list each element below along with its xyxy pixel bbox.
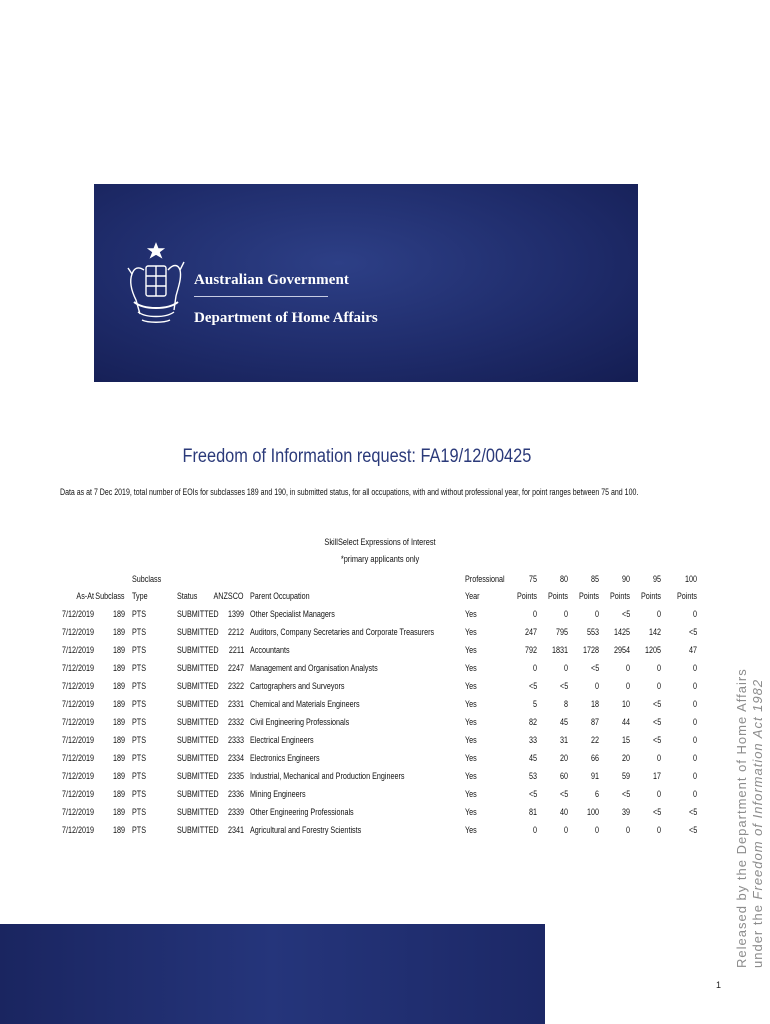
table-cell: 189: [112, 753, 125, 763]
table-cell: 0: [563, 663, 568, 673]
table-cell: Yes: [465, 771, 477, 781]
table-cell: 1205: [644, 645, 661, 655]
table-cell: 10: [621, 699, 630, 709]
header-points-label: Points: [547, 591, 568, 601]
table-cell: 7/12/2019: [61, 735, 94, 745]
table-cell: 0: [692, 663, 697, 673]
table-cell: 44: [621, 717, 630, 727]
coat-of-arms-icon: [124, 240, 188, 330]
banner-department-name: Department of Home Affairs: [194, 310, 378, 326]
table-cell: Yes: [465, 681, 477, 691]
page-title: Freedom of Information request: FA19/12/00425: [182, 446, 532, 467]
table-cell: SUBMITTED: [177, 825, 219, 835]
table-cell: 0: [532, 825, 537, 835]
table-cell: SUBMITTED: [177, 681, 219, 691]
table-cell: 2333: [227, 735, 244, 745]
table-cell: 0: [692, 717, 697, 727]
table-cell: 7/12/2019: [61, 825, 94, 835]
table-cell: 189: [112, 735, 125, 745]
header-points-90: 90: [621, 574, 630, 584]
table-cell: 189: [112, 699, 125, 709]
table-cell: Mining Engineers: [250, 789, 306, 799]
table-cell: 82: [528, 717, 537, 727]
table-cell: Civil Engineering Professionals: [250, 717, 350, 727]
table-cell: 1399: [227, 609, 244, 619]
table-cell: PTS: [132, 609, 147, 619]
table-cell: 47: [688, 645, 697, 655]
table-cell: 33: [528, 735, 537, 745]
table-cell: 7/12/2019: [61, 771, 94, 781]
data-description: Data as at 7 Dec 2019, total number of EOIs for subclasses 189 and 190, in submitted status, for all occupations, with and without professional year, for point ranges between 75 and 100.: [60, 487, 639, 497]
table-cell: 792: [524, 645, 537, 655]
table-cell: Other Specialist Managers: [250, 609, 335, 619]
table-cell: SUBMITTED: [177, 735, 219, 745]
table-cell: 0: [563, 825, 568, 835]
table-cell: 2339: [227, 807, 244, 817]
table-cell: SUBMITTED: [177, 609, 219, 619]
table-cell: SUBMITTED: [177, 663, 219, 673]
table-cell: 2341: [227, 825, 244, 835]
table-cell: 0: [625, 825, 630, 835]
table-cell: 1831: [551, 645, 568, 655]
table-cell: <5: [621, 789, 630, 799]
table-cell: 7/12/2019: [61, 753, 94, 763]
table-cell: 39: [621, 807, 630, 817]
footer-band: [0, 924, 545, 1024]
table-cell: SUBMITTED: [177, 645, 219, 655]
table-cell: SUBMITTED: [177, 717, 219, 727]
table-cell: 189: [112, 789, 125, 799]
header-points-85: 85: [590, 574, 599, 584]
header-banner: [94, 184, 638, 382]
table-cell: Yes: [465, 717, 477, 727]
release-watermark: [734, 668, 766, 968]
table-cell: 8: [563, 699, 568, 709]
table-cell: PTS: [132, 645, 147, 655]
table-cell: 0: [656, 753, 661, 763]
header-points-label: Points: [640, 591, 661, 601]
table-cell: 66: [590, 753, 599, 763]
table-cell: 0: [692, 735, 697, 745]
table-cell: Industrial, Mechanical and Production Engineers: [250, 771, 405, 781]
table-cell: 0: [594, 825, 599, 835]
table-cell: 6: [594, 789, 599, 799]
table-cell: 91: [590, 771, 599, 781]
table-cell: SUBMITTED: [177, 627, 219, 637]
table-cell: 7/12/2019: [61, 645, 94, 655]
table-cell: PTS: [132, 663, 147, 673]
table-cell: 247: [524, 627, 537, 637]
table-cell: PTS: [132, 753, 147, 763]
table-cell: <5: [652, 735, 661, 745]
table-cell: PTS: [132, 681, 147, 691]
table-cell: 7/12/2019: [61, 609, 94, 619]
table-cell: Chemical and Materials Engineers: [250, 699, 360, 709]
header-status: Status: [177, 591, 198, 601]
table-cell: PTS: [132, 735, 147, 745]
table-cell: 40: [559, 807, 568, 817]
table-cell: 7/12/2019: [61, 699, 94, 709]
table-cell: 7/12/2019: [61, 807, 94, 817]
table-cell: Yes: [465, 663, 477, 673]
table-cell: <5: [652, 807, 661, 817]
table-cell: 87: [590, 717, 599, 727]
table-cell: 189: [112, 681, 125, 691]
header-points-100: 100: [684, 574, 697, 584]
table-cell: Management and Organisation Analysts: [250, 663, 378, 673]
table-cell: Yes: [465, 627, 477, 637]
table-cell: 0: [625, 663, 630, 673]
table-cell: 20: [559, 753, 568, 763]
table-cell: Cartographers and Surveyors: [250, 681, 345, 691]
banner-government-name: Australian Government: [194, 272, 350, 288]
header-subclass-type: Subclass: [132, 574, 162, 584]
table-cell: Accountants: [250, 645, 290, 655]
table-cell: <5: [688, 825, 697, 835]
header-subclass: Subclass: [95, 591, 125, 601]
watermark-line1: Released by the Department of Home Affairs: [734, 668, 749, 968]
table-cell: 0: [656, 609, 661, 619]
table-cell: 31: [559, 735, 568, 745]
table-cell: Yes: [465, 699, 477, 709]
table-cell: 2334: [227, 753, 244, 763]
table-cell: 0: [692, 789, 697, 799]
table-cell: 60: [559, 771, 568, 781]
table-cell: 2336: [227, 789, 244, 799]
table-cell: 2332: [227, 717, 244, 727]
table-cell: 53: [528, 771, 537, 781]
table-cell: <5: [559, 681, 568, 691]
table-cell: 45: [559, 717, 568, 727]
table-cell: 189: [112, 663, 125, 673]
header-points-label: Points: [609, 591, 630, 601]
table-cell: 0: [594, 681, 599, 691]
table-cell: <5: [688, 807, 697, 817]
table-cell: <5: [652, 717, 661, 727]
header-as-at: As-At: [76, 591, 94, 601]
table-cell: 7/12/2019: [61, 789, 94, 799]
table-cell: PTS: [132, 771, 147, 781]
table-cell: 189: [112, 717, 125, 727]
table-cell: Electrical Engineers: [250, 735, 314, 745]
header-professional-year-2: Year: [465, 591, 480, 601]
table-cell: 2331: [227, 699, 244, 709]
table-cell: SUBMITTED: [177, 807, 219, 817]
table-cell: 0: [656, 825, 661, 835]
table-cell: PTS: [132, 807, 147, 817]
table-cell: SUBMITTED: [177, 753, 219, 763]
table-cell: 0: [692, 681, 697, 691]
table-cell: <5: [528, 789, 537, 799]
header-points-75: 75: [528, 574, 537, 584]
table-cell: 100: [586, 807, 599, 817]
table-cell: PTS: [132, 825, 147, 835]
table-cell: 2954: [613, 645, 630, 655]
table-cell: 81: [528, 807, 537, 817]
table-cell: 0: [532, 663, 537, 673]
header-parent-occupation: Parent Occupation: [250, 591, 310, 601]
table-cell: 7/12/2019: [61, 663, 94, 673]
header-anzsco: ANZSCO: [213, 591, 244, 601]
table-cell: 189: [112, 825, 125, 835]
table-cell: Yes: [465, 789, 477, 799]
table-cell: 59: [621, 771, 630, 781]
table-cell: 7/12/2019: [61, 681, 94, 691]
table-cell: 189: [112, 771, 125, 781]
table-cell: 1728: [582, 645, 599, 655]
header-professional-year: Professional: [465, 574, 505, 584]
table-cell: PTS: [132, 627, 147, 637]
table-cell: 189: [112, 645, 125, 655]
table-cell: SUBMITTED: [177, 789, 219, 799]
table-cell: 795: [555, 627, 568, 637]
table-cell: <5: [652, 699, 661, 709]
table-cell: <5: [590, 663, 599, 673]
table-caption: SkillSelect Expressions of Interest: [324, 537, 436, 547]
table-cell: 2322: [227, 681, 244, 691]
table-cell: 0: [656, 789, 661, 799]
table-caption-note: *primary applicants only: [340, 554, 420, 564]
table-cell: <5: [559, 789, 568, 799]
table-cell: Agricultural and Forestry Scientists: [250, 825, 362, 835]
table-cell: Yes: [465, 807, 477, 817]
table-cell: 142: [648, 627, 661, 637]
table-cell: SUBMITTED: [177, 771, 219, 781]
header-points-label: Points: [676, 591, 697, 601]
table-cell: PTS: [132, 789, 147, 799]
table-cell: Yes: [465, 825, 477, 835]
header-points-80: 80: [559, 574, 568, 584]
watermark-line2: under the Freedom of Information Act 1982: [750, 678, 765, 968]
table-cell: Yes: [465, 735, 477, 745]
table-cell: 553: [586, 627, 599, 637]
table-cell: 0: [692, 699, 697, 709]
table-cell: 45: [528, 753, 537, 763]
page-number: 1: [716, 980, 722, 990]
table-cell: 0: [625, 681, 630, 691]
table-cell: 2247: [227, 663, 244, 673]
table-cell: 17: [652, 771, 661, 781]
table-cell: <5: [528, 681, 537, 691]
table-cell: <5: [621, 609, 630, 619]
table-cell: Yes: [465, 609, 477, 619]
table-cell: PTS: [132, 699, 147, 709]
table-cell: 0: [532, 609, 537, 619]
header-points-label: Points: [578, 591, 599, 601]
table-cell: Yes: [465, 645, 477, 655]
table-cell: 0: [692, 753, 697, 763]
table-cell: 18: [590, 699, 599, 709]
table-cell: 7/12/2019: [61, 717, 94, 727]
table-cell: PTS: [132, 717, 147, 727]
table-cell: <5: [688, 627, 697, 637]
table-cell: 0: [656, 681, 661, 691]
banner-divider: [194, 296, 328, 297]
table-cell: 0: [692, 771, 697, 781]
table-cell: 15: [621, 735, 630, 745]
table-cell: Auditors, Company Secretaries and Corporate Treasurers: [250, 627, 435, 637]
table-cell: 189: [112, 627, 125, 637]
table-cell: 189: [112, 807, 125, 817]
header-points-label: Points: [516, 591, 537, 601]
table-cell: Other Engineering Professionals: [250, 807, 354, 817]
table-cell: Yes: [465, 753, 477, 763]
table-cell: 1425: [613, 627, 630, 637]
table-cell: 2335: [227, 771, 244, 781]
table-cell: 0: [563, 609, 568, 619]
header-subclass-type-2: Type: [132, 591, 148, 601]
table-cell: 20: [621, 753, 630, 763]
table-cell: 2211: [228, 645, 244, 655]
table-cell: 5: [532, 699, 537, 709]
table-cell: Electronics Engineers: [250, 753, 320, 763]
table-cell: 0: [692, 609, 697, 619]
header-points-95: 95: [652, 574, 661, 584]
table-cell: 0: [594, 609, 599, 619]
table-cell: 22: [590, 735, 599, 745]
table-cell: SUBMITTED: [177, 699, 219, 709]
table-cell: 7/12/2019: [61, 627, 94, 637]
table-cell: 2212: [227, 627, 244, 637]
table-cell: 189: [112, 609, 125, 619]
table-cell: 0: [656, 663, 661, 673]
